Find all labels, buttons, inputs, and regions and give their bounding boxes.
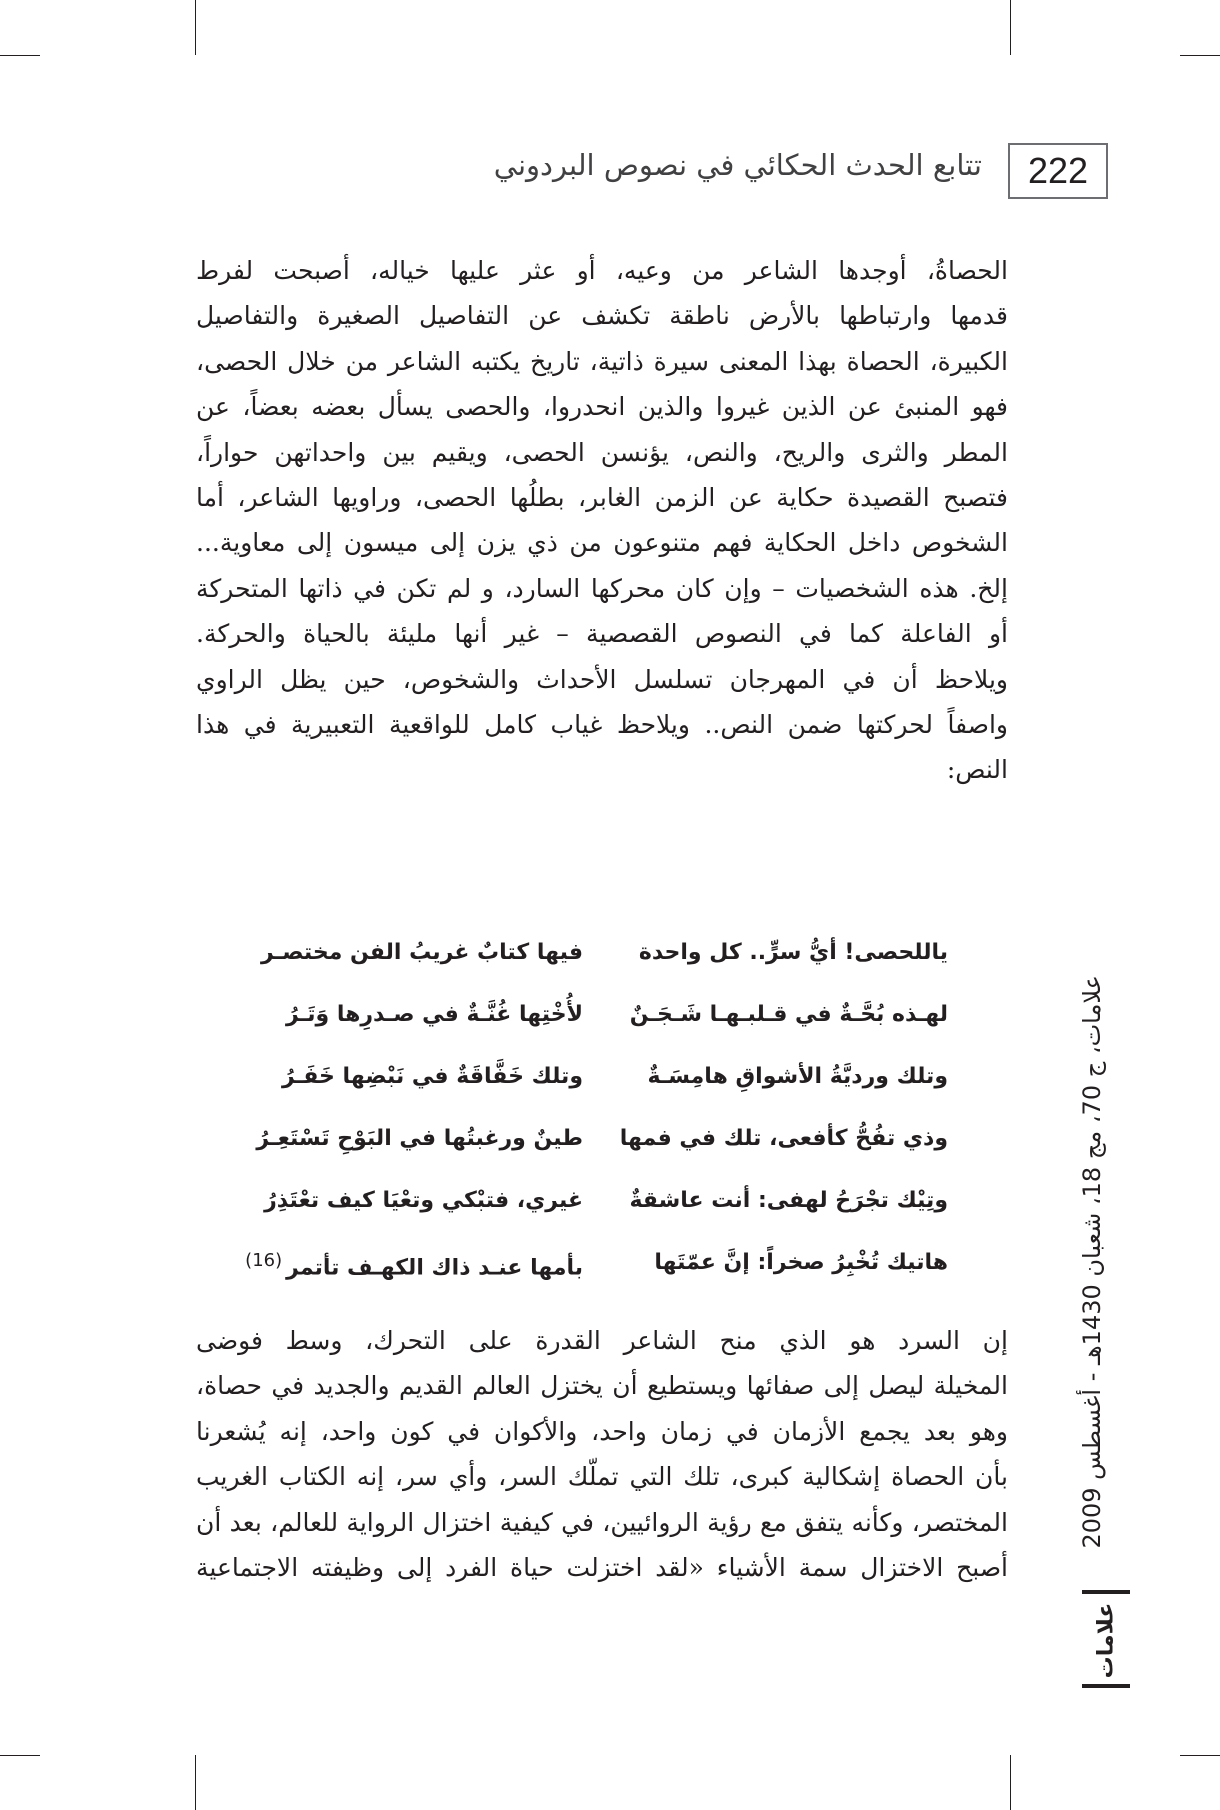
poem-first-hemistich: وتلك ورديَّةُ الأشواقِ هامِسَـةٌ [647,1064,948,1089]
poem-first-hemistich: هاتيك تُخْبِرُ صخراً: إنَّ عمّتَها [654,1250,948,1275]
poem-first-hemistich: وتِيْك تجْرَحُ لهفى: أنت عاشقةٌ [629,1188,948,1213]
text-line: بأن الحصاة إشكالية كبرى، تلك التي تملّك السر، وأي سر، إنه الكتاب الغريب [196,1462,1008,1492]
poem-second-hemistich-text: بأمها عنـد ذاك الكهـف تأتمر [286,1255,583,1281]
body-paragraph-2 [196,1318,1008,1590]
side-rule [1082,1684,1130,1688]
poem-second-hemistich: وتلك خَفَّاقَةٌ في نَبْضِها خَفَـرُ [282,1064,583,1089]
crop-mark [1180,1755,1220,1756]
text-line: المختصر، وكأنه يتفق مع رؤية الروائيين، في كيفية اختزال الرواية للعالم، بعد أن [196,1507,1008,1537]
footnote-reference: (16) [245,1250,283,1271]
text-line: قدمها وارتباطها بالأرض ناطقة تكشف عن التفاصيل الصغيرة والتفاصيل [196,301,1008,331]
poem-verse [196,1056,1008,1118]
poem-first-hemistich: ياللحصى! أيُّ سرٍّ.. كل واحدة [638,940,948,965]
crop-mark [0,1755,40,1756]
running-title: تتابع الحدث الحكائي في نصوص البردوني [493,148,982,182]
crop-mark [1180,55,1220,56]
poem-second-hemistich [213,1250,583,1280]
text-line: ويلاحظ أن في المهرجان تسلسل الأحداث والشخوص، حين يظل الراوي [196,664,1008,694]
poem-second-hemistich: فيها كتابٌ غريبُ الفن مختصـر [261,940,583,965]
text-line: أصبح الاختزال سمة الأشياء «لقد اختزلت حياة الفرد إلى وظيفته الاجتماعية [196,1552,1008,1582]
text-line: المخيلة ليصل إلى صفائها ويستطيع أن يختزل العالم القديم والجديد في حصاة، [196,1371,1008,1401]
text-line: إلخ. هذه الشخصيات – وإن كان محركها السارد، و لم تكن في ذاتها المتحركة [196,573,1008,603]
crop-mark [0,55,40,56]
poem-second-hemistich: طينٌ ورغبتُها في البَوْحِ تَسْتَعِـرُ [256,1126,583,1151]
text-line: أو الفاعلة كما في النصوص القصصية – غير أنها مليئة بالحياة والحركة. [196,619,1008,649]
journal-logo [1086,1600,1126,1680]
text-line: واصفاً لحركتها ضمن النص.. ويلاحظ غياب كامل للواقعية التعبيرية في هذا [196,709,1008,739]
text-line: الكبيرة، الحصاة بهذا المعنى سيرة ذاتية، تاريخ يكتبه الشاعر من خلال الحصى، [196,346,1008,376]
side-rule [1082,1590,1130,1594]
text-line: وهو بعد يجمع الأزمان في زمان واحد، والأكوان في كون واحد، إنه يُشعرنا [196,1416,1008,1446]
crop-mark [1010,1755,1011,1810]
poem-verse [196,932,1008,994]
journal-logo-text: علامات [1093,1602,1119,1678]
text-line: النص: [946,755,1008,785]
poem-second-hemistich: لأُخْتِها غُنَّـةٌ في صـدرِها وَتَـرُ [286,1002,583,1027]
journal-info: علامات، ج 70، مج 18، شعبان 1430هـ - أغسطس 2009 [1078,975,1106,1549]
text-line: إن السرد هو الذي منح الشاعر القدرة على التحرك، وسط فوضى [196,1326,1008,1355]
text-line: فهو المنبئ عن الذين غيروا والذين انحدروا، والحصى يسأل بعضه بعضاً، عن [196,392,1008,422]
poem-verse [196,1242,1008,1304]
poem-verse [196,1180,1008,1242]
poem-second-hemistich: غيري، فتبْكي وتعْيَا كيف تعْتَذِرُ [264,1188,583,1213]
crop-mark [195,0,196,55]
poem-first-hemistich: وذي تفُحُّ كأفعى، تلك في فمها [619,1126,948,1151]
body-paragraph-1 [196,248,1008,793]
crop-mark [1010,0,1011,55]
page-number: 222 [1008,143,1108,199]
text-line: المطر والثرى والريح، والنص، يؤنسن الحصى، ويقيم بين واحداتهن حواراً، [196,437,1008,467]
poem-verse [196,1118,1008,1180]
poem [196,932,1008,1304]
text-line: فتصبح القصيدة حكاية عن الزمن الغابر، بطلُها الحصى، وراويها الشاعر، أما [196,482,1008,512]
text-line: الشخوص داخل الحكاية فهم متنوعون من ذي يزن إلى ميسون إلى معاوية... [196,528,1008,558]
text-line: الحصاةُ، أوجدها الشاعر من وعيه، أو عثر عليها خياله، أصبحت لفرط [196,256,1008,285]
poem-first-hemistich: لهـذه بُحَّـةٌ في قـلبـهـا شَـجَـنٌ [629,1002,948,1027]
poem-verse [196,994,1008,1056]
crop-mark [195,1755,196,1810]
